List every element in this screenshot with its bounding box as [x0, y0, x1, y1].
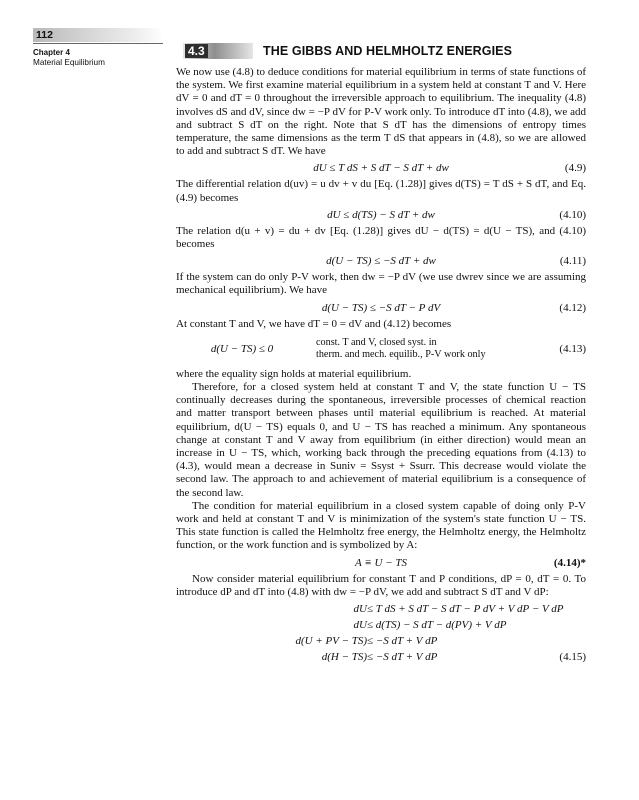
page-number: 112 — [36, 29, 53, 41]
equation-line — [176, 603, 586, 619]
equation-number: (4.10) — [559, 208, 586, 221]
equation-number: (4.11) — [559, 255, 586, 268]
section-title: THE GIBBS AND HELMHOLTZ ENERGIES — [263, 44, 513, 58]
section-number: 4.3 — [185, 44, 208, 58]
equation-rhs: ≤ T dS + S dT − S dT − P dV + V dP − V dP — [367, 603, 564, 616]
body-text — [176, 66, 586, 671]
equation-line — [176, 619, 586, 635]
equation-lhs: d(U + PV − TS) — [295, 635, 367, 648]
equation-lhs: dU — [353, 603, 367, 616]
equation-4-11 — [176, 254, 586, 268]
equation-line — [176, 635, 586, 651]
equation-lhs: dU — [353, 619, 367, 632]
equation-number: (4.9) — [564, 162, 586, 175]
paragraph: At constant T and V, we have dT = 0 = dV and (4.12) becomes — [176, 317, 452, 330]
equation-rhs: ≤ −S dT + V dP — [367, 651, 438, 664]
equation-text: d(U − TS) ≤ −S dT + dw — [326, 255, 436, 268]
condition-line: therm. and mech. equilib., P-V work only — [316, 349, 486, 361]
equation-4-10 — [176, 208, 586, 222]
equation-lhs: d(H − TS) — [321, 651, 367, 664]
equation-number: (4.13) — [559, 342, 586, 355]
paragraph: Therefore, for a closed system held at constant T and V, the state function U − TS continually decreases during the spontaneous, irreversible processes of chemical reaction and matter transport between phases until material equilibrium is reached. At material equilibrium, d(U − TS) equals 0, and U − TS has reached a minimum. Any spontaneous change at constant T and V away from equilibrium (in either direction) would mean an increase in U − TS, which, working back through the preceding equations from (4.13) to (4.3), would mean a decrease in Suniv = Ssyst + Ssurr. This decrease would violate the second law. The approach to and achievement of material equilibrium is a consequence of the second law. — [176, 381, 586, 499]
header-rule — [33, 43, 163, 44]
paragraph: where the equality sign holds at material equilibrium. — [176, 367, 412, 380]
equation-4-14 — [176, 556, 586, 570]
equation-text: d(U − TS) ≤ 0 — [210, 342, 274, 355]
paragraph: We now use (4.8) to deduce conditions for material equilibrium in terms of state functions of the system. We first examine material equilibrium in a system held at constant T and V. Here dV = 0 and dT = 0 throughout the irreversible approach to equilibrium. The inequality (4.8) involves dS and dV, since dw = −P dV for P-V work only. To introduce dT into (4.8), we add and subtract S dT on the right. Note that S dT has the dimensions of entropy times temperature, the same dimensions as the term T dS that appears in (4.8), so we are allowed to add and subtract S dT. We have — [176, 66, 586, 158]
equation-rhs: ≤ d(TS) − S dT − d(PV) + V dP — [367, 619, 507, 632]
equation-text: dU ≤ T dS + S dT − S dT + dw — [313, 162, 449, 175]
equation-conditions — [308, 337, 546, 362]
equation-text: d(U − TS) ≤ −S dT − P dV — [321, 301, 441, 314]
paragraph: Now consider material equilibrium for constant T and P conditions, dP = 0, dT = 0. To introduce dP and dT into (4.8) with dw = −P dV, we add and subtract S dT and V dP: — [176, 572, 586, 598]
equation-text: dU ≤ d(TS) − S dT + dw — [327, 208, 435, 221]
equation-number: (4.15) — [559, 651, 586, 664]
chapter-title: Material Equilibrium — [33, 58, 105, 67]
paragraph: The relation d(u + v) = du + dv [Eq. (1.28)] gives dU − d(TS) = d(U − TS), and (4.10) becomes — [176, 224, 586, 251]
equation-4-12 — [176, 301, 586, 315]
equation-line — [176, 651, 586, 667]
equation-text: A ≡ U − TS — [355, 556, 407, 569]
equation-number: (4.14)* — [553, 556, 586, 569]
condition-line: const. T and V, closed syst. in — [316, 336, 437, 348]
equation-rhs: ≤ −S dT + V dP — [367, 635, 438, 648]
chapter-label: Chapter 4 — [33, 48, 70, 57]
equation-number: (4.12) — [559, 301, 586, 314]
paragraph: The differential relation d(uv) = u dv + v du [Eq. (1.28)] gives d(TS) = T dS + S dT, and Eq. (4.9) becomes — [176, 178, 586, 204]
paragraph: The condition for material equilibrium in a closed system capable of doing only P-V work and held at constant T and V is minimization of the system's state function U − TS. This state function is called the Helmholtz free energy, the Helmholtz energy, the Helmholtz function, or the work function and is symbolized by A: — [176, 499, 586, 552]
paragraph: If the system can do only P-V work, then dw = −P dV (we use dwrev since we are assuming mechanical equilibrium). We have — [176, 271, 586, 297]
equation-4-13 — [176, 337, 586, 362]
equation-4-9 — [176, 161, 586, 175]
equation-4-15 — [176, 603, 586, 667]
